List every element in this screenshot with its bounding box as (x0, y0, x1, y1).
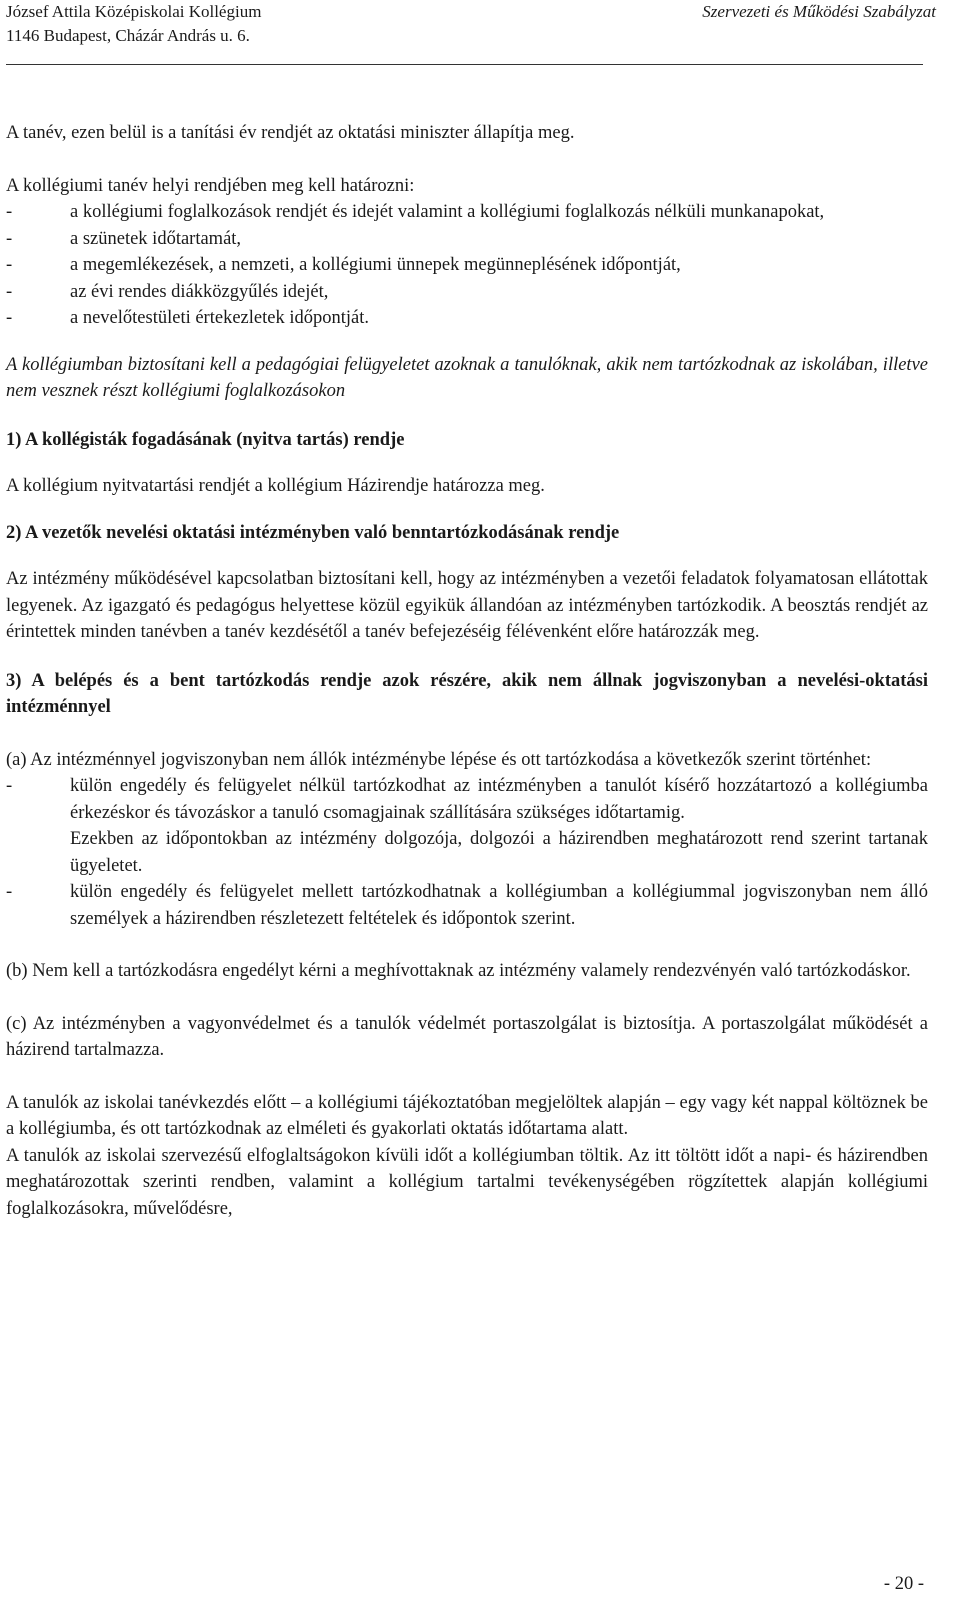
org-address: 1146 Budapest, Cházár András u. 6. (6, 26, 250, 45)
paragraph-move-in: A tanulók az iskolai tanévkezdés előtt – a kollégiumi tájékoztatóban megjelöltek alapján – egy vagy két nappal költöznek be a kollégiumba, és ott tartózkodnak az elméleti és gyakorlati oktatás időtartama alatt. (6, 1092, 928, 1139)
org-name: József Attila Középiskolai Kollégium (6, 2, 262, 21)
page-header-left (6, 0, 261, 48)
list-item: - a szünetek időtartamát, (6, 228, 242, 249)
paragraph-supervision: A kollégiumban biztosítani kell a pedagógiai felügyeletet azoknak a tanulóknak, akik nem tartózkodnak az iskolában, illetve nem vesznek részt kollégiumi foglalkozásokon (6, 354, 928, 401)
paragraph-c: (c) Az intézményben a vagyonvédelmet és a tanulók védelmét portaszolgálat is biztosítja. A portaszolgálat működését a házirend tartalmazza. (6, 1013, 928, 1060)
list-item: - a kollégiumi foglalkozások rendjét és idejét valamint a kollégiumi foglalkozás nélküli munkanapokat, (6, 202, 825, 222)
section-heading-3: 3) A belépés és a bent tartózkodás rendje azok részére, akik nem állnak jogviszonyban a nevelési-oktatási intézménnyel (6, 670, 928, 717)
list-item-continuation: Ezekben az időpontokban az intézmény dolgozója, dolgozói a házirendben meghatározott rend szerint tartanak ügyeletet. (70, 829, 928, 876)
paragraph-time-spent: A tanulók az iskolai szervezésű elfoglaltságokon kívüli időt a kollégiumban töltik. Az itt töltött időt a napi- és házirendben meghatározottak szerinti rendben, valamint a kollégium tartalmi tevékenységében rögzítettek alapján kollégiumi foglalkozásokra, művelődésre, (6, 1145, 928, 1219)
doc-title: Szervezeti és Működési Szabályzat (702, 2, 936, 21)
list-item: - külön engedély és felügyelet nélkül tartózkodhat az intézményben a tanulót kísérő hozzátartozó a kollégiumba érkezéskor és távozáskor a tanuló csomagjainak szállítására szükséges időtartamig. (6, 776, 928, 823)
paragraph-b: (b) Nem kell a tartózkodásra engedélyt kérni a meghívottaknak az intézmény valamely rendezvényén való tartózkodáskor. (6, 961, 911, 981)
paragraph-leaders-presence: Az intézmény működésével kapcsolatban biztosítani kell, hogy az intézményben a vezetői feladatok folyamatosan ellátottak legyenek. Az igazgató és pedagógus helyettese közül egyikük állandóan az intézményben tartózkodik. A beosztás rendjét az érintettek minden tanévben a tanév kezdésétől a tanév befejezéséig félévenként előre határozzák meg. (6, 569, 928, 642)
paragraph-school-year: A tanév, ezen belül is a tanítási év rendjét az oktatási miniszter állapítja meg. (6, 123, 575, 143)
paragraph-local-order-intro: A kollégiumi tanév helyi rendjében meg kell határozni: (6, 175, 415, 196)
list-item: - külön engedély és felügyelet mellett tartózkodhatnak a kollégiumban a kollégiummal jogviszonyban nem álló személyek a házirendben részletezett feltételek és időpontok szerint. (6, 882, 928, 929)
list-item: - a nevelőtestületi értekezletek időpontját. (6, 308, 369, 328)
section-heading-1: 1) A kollégisták fogadásának (nyitva tartás) rendje (6, 429, 405, 450)
section-heading-2: 2) A vezetők nevelési oktatási intézményben való benntartózkodásának rendje (6, 522, 620, 543)
paragraph-a: (a) Az intézménnyel jogviszonyban nem állók intézménybe lépése és ott tartózkodása a következők szerint történhet: (6, 749, 872, 770)
paragraph-opening-hours: A kollégium nyitvatartási rendjét a kollégium Házirendje határozza meg. (6, 476, 545, 496)
list-item: - a megemlékezések, a nemzeti, a kollégiumi ünnepek megünneplésének időpontját, (6, 255, 681, 275)
list-item: - az évi rendes diákközgyűlés idejét, (6, 281, 329, 302)
header-divider (6, 64, 923, 65)
document-body (6, 120, 928, 1222)
page-number: - 20 - (883, 1574, 924, 1594)
local-order-list (6, 199, 928, 332)
